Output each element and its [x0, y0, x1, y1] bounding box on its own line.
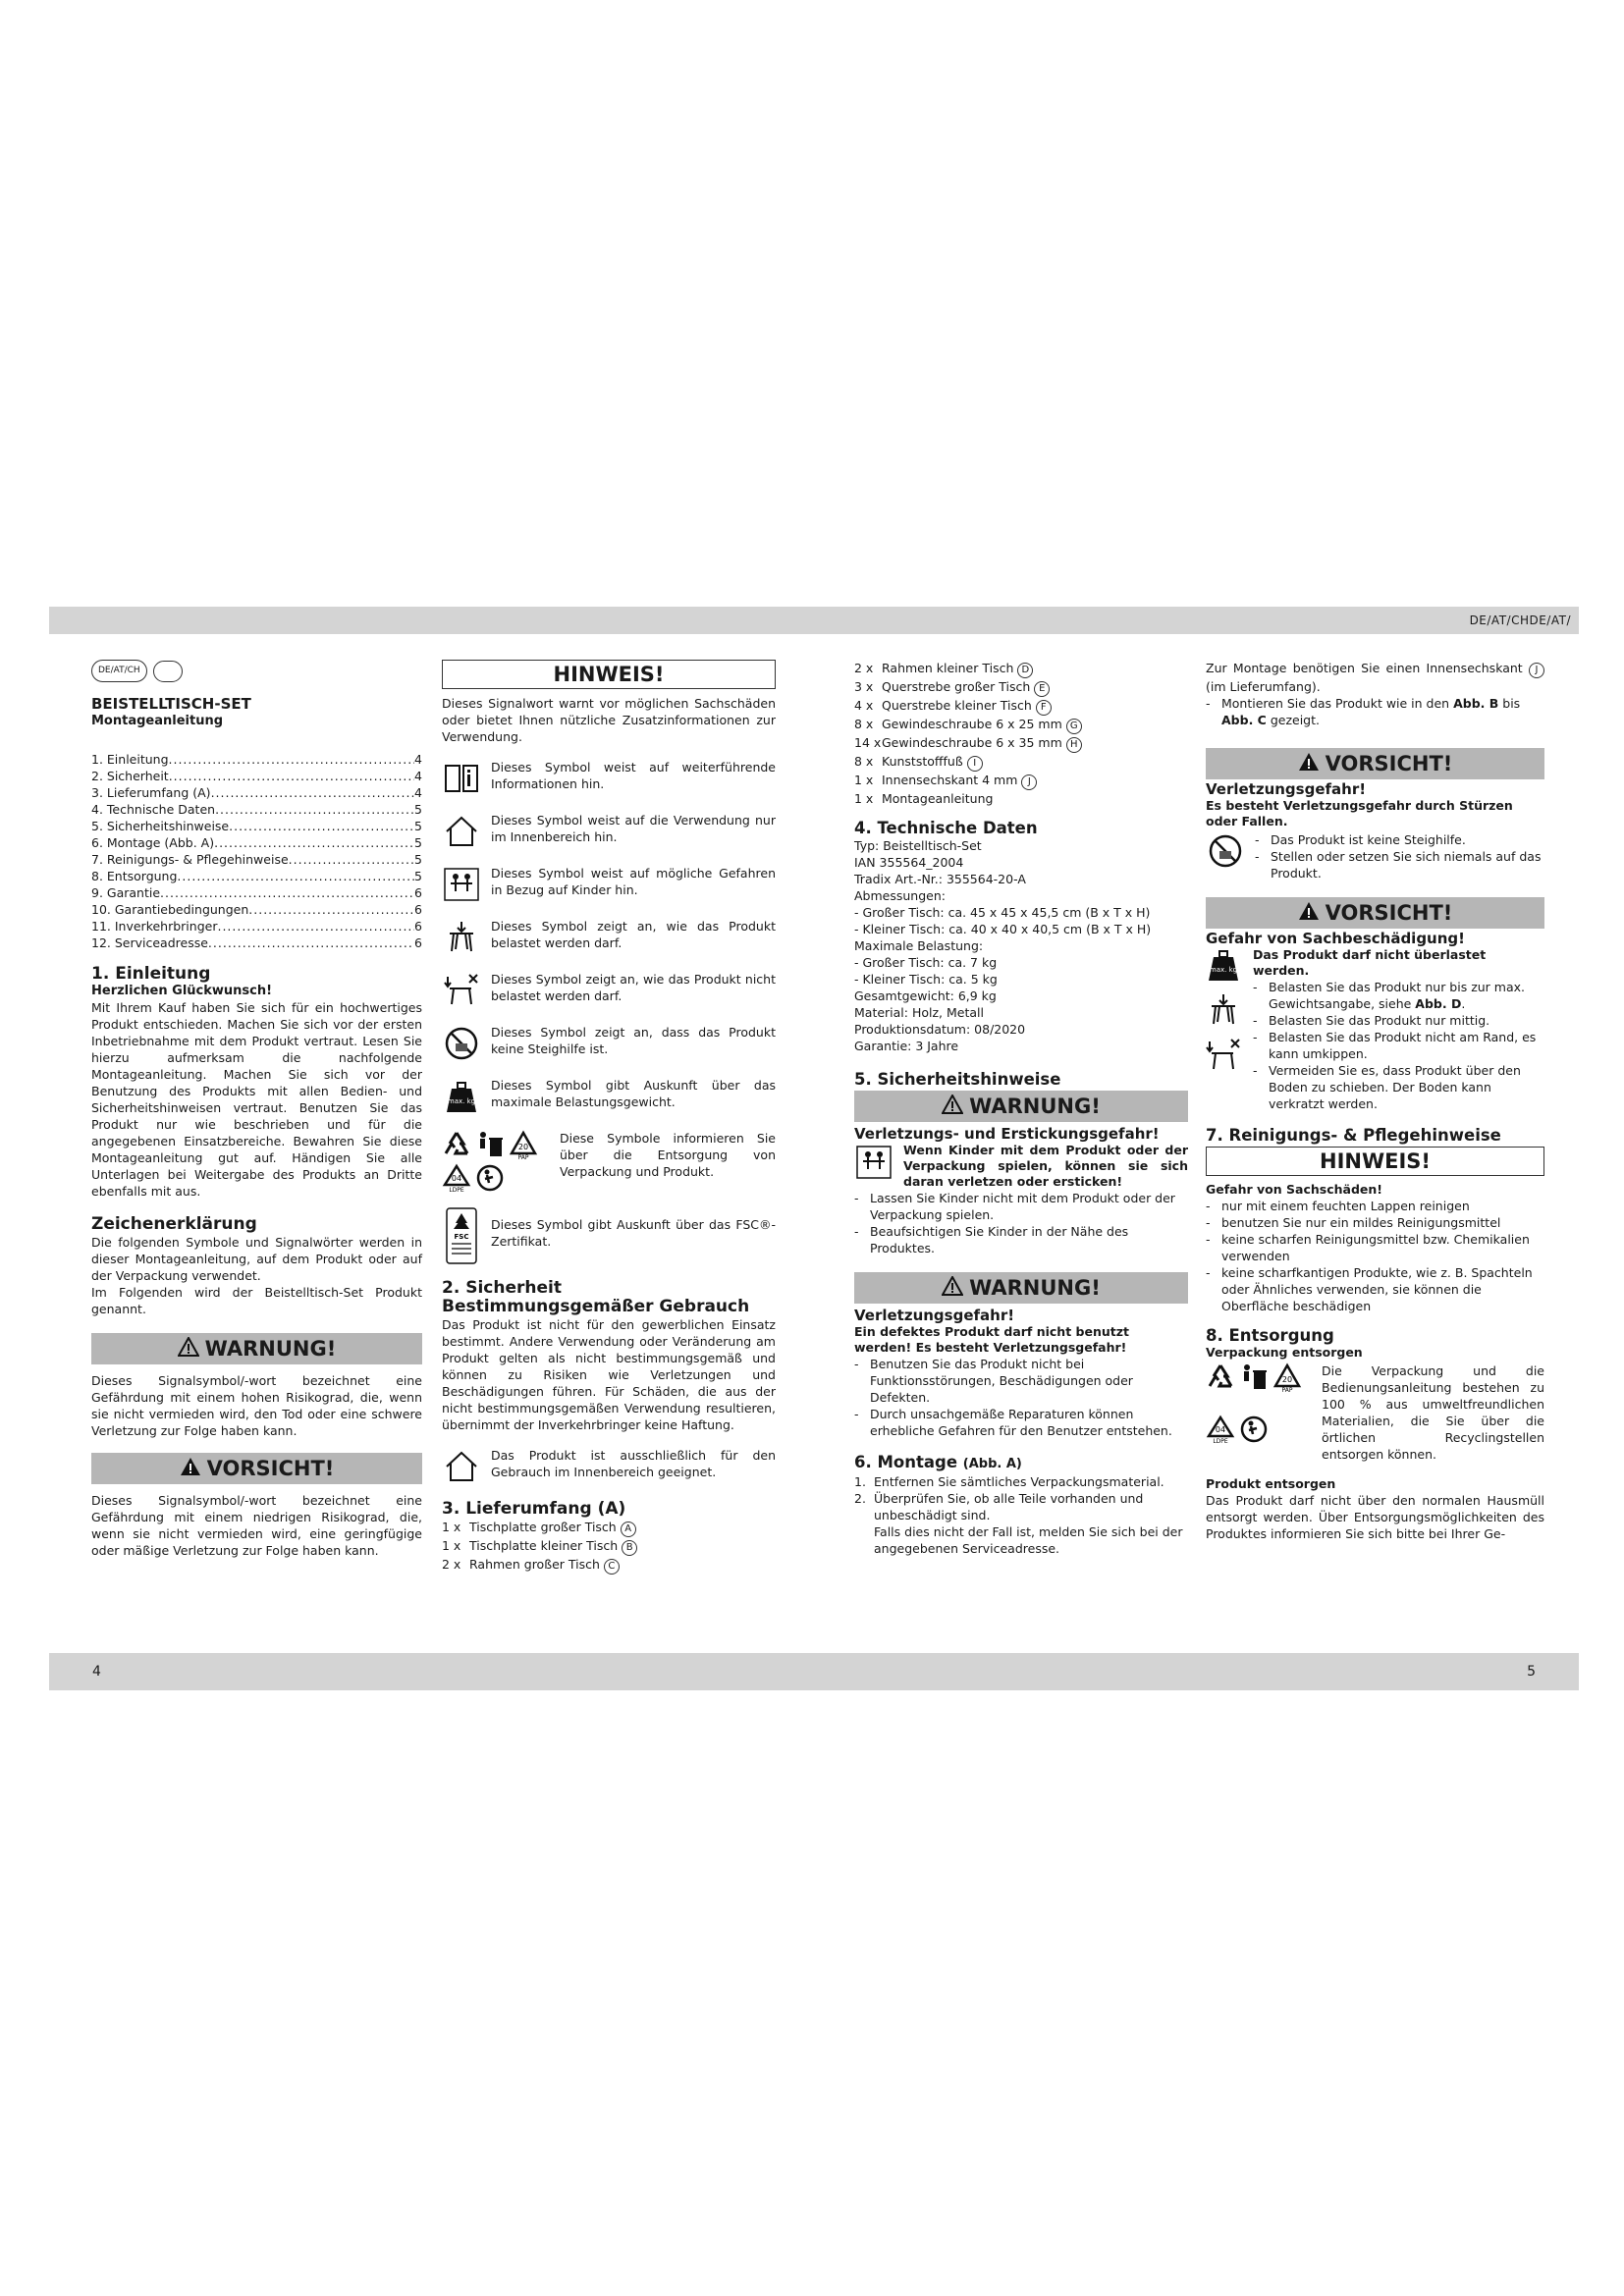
- house-icon: [442, 1447, 481, 1486]
- toc-page: 5: [414, 852, 422, 867]
- symbol-text: Dieses Symbol gibt Auskunft über das maximale Belastungsgewicht.: [491, 1078, 776, 1109]
- parts-list-1: [442, 1519, 776, 1575]
- list-item: - Lassen Sie Kinder nicht mit dem Produkt oder der Verpackung spielen.: [854, 1190, 1188, 1223]
- parts-item: [442, 1537, 776, 1556]
- toc-row: [91, 901, 422, 918]
- symbol-row: [442, 759, 776, 798]
- parts-letter: B: [622, 1540, 637, 1556]
- toc-label: 2. Sicherheit: [91, 769, 169, 783]
- warnung-1-bold: Wenn Kinder mit dem Produkt oder der Verpackung spielen, können sie sich daran verletzen oder ersticken!: [903, 1143, 1188, 1189]
- list-item: - Das Produkt ist keine Steighilfe.: [1255, 831, 1544, 848]
- tech-line: - Kleiner Tisch: ca. 40 x 40 x 40,5 cm (B x T x H): [854, 922, 1152, 936]
- toc-row: [91, 751, 422, 768]
- toc-label: 10. Garantiebedingungen: [91, 902, 249, 917]
- recycle-code-ldpe: LDPE: [449, 1187, 464, 1193]
- warnung-2-title: Verletzungsgefahr!: [854, 1307, 1015, 1324]
- entsorgung-row: [1206, 1362, 1544, 1463]
- svg-text:max. kg: max. kg: [447, 1097, 476, 1105]
- parts-name: Kunststofffuß: [882, 754, 963, 769]
- country-badge: DE/AT/CH: [91, 660, 147, 682]
- house-icon: [442, 812, 481, 851]
- fsc-icon: [442, 1206, 481, 1265]
- vorsicht-2-icons: [1206, 947, 1245, 1112]
- montage-step: [854, 1473, 1188, 1490]
- warning-triangle-icon: [180, 1454, 201, 1485]
- toc-row: [91, 768, 422, 784]
- vorsicht-2-title: Gefahr von Sachbeschädigung!: [1206, 930, 1465, 947]
- tech-line: IAN 355564_2004: [854, 855, 964, 870]
- section-1-title: 1. Einleitung: [91, 964, 211, 984]
- tech-line: Material: Holz, Metall: [854, 1005, 984, 1020]
- trash-person-icon: [475, 1130, 505, 1159]
- symbol-row: [442, 865, 776, 904]
- parts-qty: 4 x: [854, 698, 874, 713]
- toc-label: 11. Inverkehrbringer: [91, 919, 218, 934]
- parts-qty: 1 x: [442, 1538, 461, 1553]
- vorsicht-1-list: [1255, 831, 1544, 881]
- pap-recycling-icon: [1272, 1362, 1302, 1392]
- parts-qty: 2 x: [854, 661, 874, 675]
- toc-label: 7. Reinigungs- & Pflegehinweise: [91, 852, 289, 867]
- svg-text:max. kg: max. kg: [1209, 966, 1238, 974]
- warning-triangle-icon: [942, 1273, 963, 1305]
- montage-steps: [854, 1473, 1188, 1523]
- toc-row: [91, 801, 422, 818]
- list-item: - keine scharfkantigen Produkte, wie z. B. Spachteln oder Ähnliches verwenden, sie können die Oberfläche beschädigen: [1206, 1264, 1544, 1314]
- parts-letter: H: [1066, 737, 1082, 753]
- language-codes: DE/AT/CHDE/AT/: [1469, 614, 1571, 627]
- toc-row: [91, 884, 422, 901]
- parts-item: [854, 734, 1188, 753]
- header-bar: [49, 607, 1579, 634]
- step-text: Entfernen Sie sämtliches Verpackungsmaterial.: [874, 1474, 1164, 1489]
- parts-letter: G: [1066, 719, 1082, 734]
- list-item: - Durch unsachgemäße Reparaturen können erhebliche Gefahren für den Benutzer entstehen.: [854, 1406, 1188, 1439]
- produkt-text: Das Produkt darf nicht über den normalen Hausmüll entsorgt werden. Über Entsorgungsmöglichkeiten des Produktes informieren Sie sich bitte bei Ihrer Ge-: [1206, 1493, 1544, 1541]
- warnung-banner-label: WARNUNG!: [204, 1337, 337, 1361]
- toc-label: 6. Montage (Abb. A): [91, 835, 215, 850]
- symbol-text: Dieses Symbol zeigt an, wie das Produkt nicht belastet werden darf.: [491, 972, 776, 1003]
- symbol-text: Dieses Symbol weist auf mögliche Gefahren in Bezug auf Kinder hin.: [491, 866, 776, 897]
- recycle-text: Diese Symbole informieren Sie über die Entsorgung von Verpackung und Produkt.: [560, 1131, 776, 1179]
- toc-page: 4: [414, 752, 422, 767]
- warning-triangle-icon: [178, 1334, 199, 1365]
- list-item: - Benutzen Sie das Produkt nicht bei Funktionsstörungen, Beschädigungen oder Defekten.: [854, 1356, 1188, 1406]
- vorsicht-1-row: [1206, 831, 1544, 881]
- montage-extra: Falls dies nicht der Fall ist, melden Sie sich bei der angegebenen Serviceadresse.: [874, 1524, 1183, 1556]
- fsc-text: Dieses Symbol gibt Auskunft über das FSC®-Zertifikat.: [491, 1217, 776, 1249]
- toc-page: 5: [414, 869, 422, 883]
- toc-page: 6: [414, 919, 422, 934]
- pap-recycling-icon: [509, 1130, 538, 1159]
- list-item: - keine scharfen Reinigungsmittel bzw. Chemikalien verwenden: [1206, 1231, 1544, 1264]
- parts-name: Tischplatte kleiner Tisch: [469, 1538, 619, 1553]
- parts-item: [854, 660, 1188, 678]
- svg-text:PAP: PAP: [1281, 1387, 1293, 1392]
- load-check-icon: [442, 918, 481, 957]
- parts-letter: A: [621, 1522, 636, 1537]
- section-3-title: 3. Lieferumfang (A): [442, 1499, 626, 1519]
- toc-label: 9. Garantie: [91, 885, 161, 900]
- parts-name: Rahmen kleiner Tisch: [882, 661, 1014, 675]
- parts-qty: 8 x: [854, 717, 874, 731]
- parts-name: Rahmen großer Tisch: [469, 1557, 600, 1572]
- hinweis-banner: HINWEIS!: [442, 660, 776, 689]
- zeichen-text-1: Die folgenden Symbole und Signalwörter werden in dieser Montageanleitung, auf dem Produkt oder auf der Verpackung verwendet.: [91, 1235, 422, 1283]
- symbol-row: [442, 1024, 776, 1063]
- parts-qty: 1 x: [442, 1520, 461, 1534]
- parts-name: Innensechskant 4 mm: [882, 773, 1018, 787]
- vorsicht-1-title: Verletzungsgefahr!: [1206, 780, 1367, 798]
- no-step-icon: [442, 1024, 481, 1063]
- symbol-text: Dieses Symbol zeigt an, wie das Produkt belastet werden darf.: [491, 919, 776, 950]
- toc-page: 5: [414, 819, 422, 833]
- warnung-1-row: [854, 1143, 1188, 1190]
- weight-icon: [1206, 947, 1241, 983]
- vorsicht-2-list-rest: [1253, 1012, 1544, 1112]
- tech-data-list: [854, 837, 1188, 1054]
- parts-letter: I: [967, 756, 983, 772]
- no-load-icon: [1206, 1038, 1241, 1073]
- toc-dots: [211, 784, 414, 801]
- toc-dots: [208, 934, 414, 951]
- toc-row: [91, 784, 422, 801]
- section-5-title: 5. Sicherheitshinweise: [854, 1070, 1061, 1089]
- load-check-icon: [1206, 992, 1241, 1028]
- recycle-icon: [442, 1130, 471, 1159]
- toc-label: 3. Lieferumfang (A): [91, 785, 211, 800]
- footer-bar: [49, 1653, 1579, 1690]
- column-1: [91, 660, 422, 1559]
- toc-dots: [217, 918, 414, 934]
- parts-name: Tischplatte großer Tisch: [469, 1520, 617, 1534]
- toc-row: [91, 818, 422, 834]
- toc-dots: [289, 851, 414, 868]
- parts-item: [442, 1519, 776, 1537]
- vorsicht-2-list: [1253, 979, 1544, 1012]
- toc-page: 4: [414, 785, 422, 800]
- produkt-title: Produkt entsorgen: [1206, 1476, 1336, 1491]
- vorsicht-2-banner: [1206, 897, 1544, 929]
- warnung-1-list: [854, 1190, 1188, 1256]
- parts-name: Querstrebe kleiner Tisch: [882, 698, 1032, 713]
- toc-row: [91, 851, 422, 868]
- toc-row: [91, 934, 422, 951]
- list-item: - Belasten Sie das Produkt nicht am Rand, es kann umkippen.: [1253, 1029, 1544, 1062]
- tech-line: Garantie: 3 Jahre: [854, 1039, 959, 1053]
- tech-line: Maximale Belastung:: [854, 938, 984, 953]
- svg-text:20: 20: [1281, 1375, 1293, 1384]
- montage-bullet: [1206, 695, 1544, 728]
- symbol-text: Dieses Symbol weist auf die Verwendung nur im Innenbereich hin.: [491, 813, 776, 844]
- parts-letter: D: [1017, 663, 1033, 678]
- parts-qty: 8 x: [854, 754, 874, 769]
- parts-item: [854, 716, 1188, 734]
- list-item: - Belasten Sie das Produkt nur mittig.: [1253, 1012, 1544, 1029]
- weight-icon: [442, 1077, 481, 1116]
- toc-label: 4. Technische Daten: [91, 802, 216, 817]
- warnung-2-bold: Ein defektes Produkt darf nicht benutzt werden! Es besteht Verletzungsgefahr!: [854, 1324, 1129, 1355]
- list-item: - Beaufsichtigen Sie Kinder in der Nähe des Produktes.: [854, 1223, 1188, 1256]
- warning-triangle-icon: [942, 1092, 963, 1123]
- parts-qty: 1 x: [854, 791, 874, 806]
- toc-dots: [229, 818, 414, 834]
- country-badge-group: [91, 660, 422, 682]
- parts-name: Querstrebe großer Tisch: [882, 679, 1031, 694]
- parts-letter: C: [604, 1559, 620, 1575]
- parts-letter: F: [1036, 700, 1052, 716]
- section-8-text: Die Verpackung und die Bedienungsanleitung bestehen zu 100 % aus umweltfreundlichen Materialien, die Sie über die örtlichen Recyclingstellen entsorgen können.: [1322, 1363, 1544, 1462]
- warnung-1-banner: [854, 1091, 1188, 1122]
- section-4-title: 4. Technische Daten: [854, 819, 1038, 837]
- entsorgung-icons: [1206, 1362, 1314, 1463]
- svg-text:04: 04: [1215, 1425, 1226, 1434]
- vorsicht-banner: [91, 1453, 422, 1484]
- page-number-left: 4: [92, 1664, 101, 1680]
- toc-page: 6: [414, 902, 422, 917]
- vorsicht-1-bold: Es besteht Verletzungsgefahr durch Stürzen oder Fallen.: [1206, 798, 1513, 828]
- symbol-row: [442, 971, 776, 1010]
- page-number-right: 5: [1527, 1664, 1536, 1680]
- toc-dots: [169, 768, 414, 784]
- recycle-icons: [442, 1130, 550, 1193]
- tech-line: - Kleiner Tisch: ca. 5 kg: [854, 972, 998, 987]
- recycle-code-04: 04: [451, 1174, 462, 1183]
- vorsicht-text: Dieses Signalsymbol/-wort bezeichnet eine Gefährdung mit einem niedrigen Risikograd, die, wenn sie nicht vermieden wird, eine geringfügige oder mäßige Verletzung zur Folge haben kann.: [91, 1493, 422, 1558]
- children-icon: [442, 865, 481, 904]
- warning-triangle-icon: [1298, 749, 1320, 780]
- vorsicht-2-body: [1206, 947, 1544, 1112]
- montage-step: [854, 1490, 1188, 1523]
- info-book-icon: [442, 759, 481, 798]
- vorsicht-2-content: [1253, 947, 1544, 1112]
- trash-person-icon: [1239, 1362, 1269, 1392]
- parts-qty: 2 x: [442, 1557, 461, 1572]
- list-item: - benutzen Sie nur ein mildes Reinigungsmittel: [1206, 1214, 1544, 1231]
- warnung-2-banner: [854, 1272, 1188, 1304]
- toc-label: 12. Serviceadresse: [91, 935, 208, 950]
- hinweis-2-banner: HINWEIS!: [1206, 1147, 1544, 1176]
- warnung-2-label: WARNUNG!: [969, 1276, 1101, 1300]
- symbol-list: [442, 759, 776, 1116]
- hinweis-2-title: Gefahr von Sachschäden!: [1206, 1182, 1382, 1197]
- symbol-row: [442, 918, 776, 957]
- list-item: - nur mit einem feuchten Lappen reinigen: [1206, 1198, 1544, 1214]
- vorsicht-2-bold: Das Produkt darf nicht überlastet werden.: [1253, 947, 1487, 978]
- document-title: BEISTELLTISCH-SET: [91, 695, 251, 713]
- vorsicht-1-banner: [1206, 748, 1544, 779]
- step-number: 1.: [854, 1474, 866, 1489]
- fsc-symbol-row: [442, 1206, 776, 1265]
- parts-letter: J: [1021, 774, 1037, 790]
- ldpe-recycling-icon: [1206, 1415, 1235, 1444]
- tech-line: Gesamtgewicht: 6,9 kg: [854, 988, 997, 1003]
- section-8-subtitle: Verpackung entsorgen: [1206, 1345, 1363, 1360]
- tech-line: Produktionsdatum: 08/2020: [854, 1022, 1026, 1037]
- list-item: - Stellen oder setzen Sie sich niemals auf das Produkt.: [1255, 848, 1544, 881]
- ldpe-recycling-icon: [442, 1163, 471, 1193]
- parts-qty: 1 x: [854, 773, 874, 787]
- blank-oval-icon: [153, 661, 183, 682]
- hinweis-text: Dieses Signalwort warnt vor möglichen Sachschäden oder bietet Ihnen nützliche Zusatzinformationen zur Verwendung.: [442, 696, 776, 744]
- montage-bullet-item: - Montieren Sie das Produkt wie in den Abb. B bis Abb. C gezeigt.: [1206, 695, 1544, 728]
- symbol-row: [442, 1077, 776, 1116]
- section-1-subtitle: Herzlichen Glückwunsch!: [91, 984, 273, 998]
- parts-item: [854, 772, 1188, 790]
- toc-dots: [177, 868, 414, 884]
- toc-dots: [169, 751, 415, 768]
- document-subtitle: Montageanleitung: [91, 714, 224, 728]
- vorsicht-2-label: VORSICHT!: [1325, 901, 1453, 925]
- parts-name: Gewindeschraube 6 x 25 mm: [882, 717, 1062, 731]
- section-2-text: Das Produkt ist nicht für den gewerblichen Einsatz bestimmt. Andere Verwendung oder Veränderung am Produkt gelten als nicht bestimmungsgemäß und können zu Risiken wie Verletzungen und Beschädigungen führen. Für Schäden, die aus der nicht bestimmungsgemäßen Verwendung resultieren, übernimmt der Inverkehrbringer keine Haftung.: [442, 1317, 776, 1432]
- toc-dots: [160, 884, 414, 901]
- tech-line: Tradix Art.-Nr.: 355564-20-A: [854, 872, 1026, 886]
- section-1-text: Mit Ihrem Kauf haben Sie sich für ein hochwertiges Produkt entschieden. Machen Sie sich vor der ersten Inbetriebnahme mit dem Produkt vertraut. Lesen Sie hierzu aufmerksam die nachfolgende Montageanleitung. Machen Sie sich vor der Benutzung des Produkts mit allen Bedien- und Sicherheitshinweisen vertraut. Benutzen Sie das Produkt nur wie beschrieben und für die angegebenen Einsatzbereiche. Bewahren Sie diese Montageanleitung gut auf. Händigen Sie alle Unterlagen bei Weitergabe des Produkts an Dritte ebenfalls mit aus.: [91, 1000, 422, 1199]
- column-2: [442, 660, 776, 1575]
- recycle-symbol-row: [442, 1130, 776, 1193]
- parts-qty: 3 x: [854, 679, 874, 694]
- step-text: Überprüfen Sie, ob alle Teile vorhanden und unbeschädigt sind.: [874, 1491, 1144, 1522]
- vorsicht-1-label: VORSICHT!: [1325, 752, 1453, 775]
- toc-dots: [215, 801, 414, 818]
- toc-page: 6: [414, 935, 422, 950]
- tech-line: - Großer Tisch: ca. 45 x 45 x 45,5 cm (B x T x H): [854, 905, 1151, 920]
- warnung-2-list: [854, 1356, 1188, 1439]
- toc-page: 4: [414, 769, 422, 783]
- tidyman-icon: [475, 1163, 505, 1193]
- toc-page: 6: [414, 885, 422, 900]
- zeichen-text-2: Im Folgenden wird der Beistelltisch-Set Produkt genannt.: [91, 1285, 422, 1316]
- parts-list-2: [854, 660, 1188, 807]
- toc-page: 5: [414, 802, 422, 817]
- pflege-list: [1206, 1198, 1544, 1314]
- toc-row: [91, 868, 422, 884]
- vorsicht-2-item: - Belasten Sie das Produkt nur bis zur max. Gewichtsangabe, siehe Abb. D.: [1253, 979, 1544, 1012]
- no-step-icon: [1206, 831, 1245, 871]
- symbol-row: [442, 812, 776, 851]
- no-load-icon: [442, 971, 481, 1010]
- recycle-icon: [1206, 1362, 1235, 1392]
- tech-line: - Großer Tisch: ca. 7 kg: [854, 955, 998, 970]
- tech-line: Abmessungen:: [854, 888, 946, 903]
- parts-qty: 14 x: [854, 735, 882, 750]
- parts-item: [854, 790, 1188, 807]
- recycle-code-20: 20: [517, 1143, 529, 1151]
- parts-item: [854, 753, 1188, 772]
- column-3: [854, 660, 1188, 1557]
- parts-name: Montageanleitung: [882, 791, 994, 806]
- warnung-1-title: Verletzungs- und Erstickungsgefahr!: [854, 1125, 1160, 1143]
- svg-text:LDPE: LDPE: [1213, 1438, 1228, 1444]
- toc-dots: [248, 901, 414, 918]
- montage-intro: Zur Montage benötigen Sie einen Innensechskant J (im Lieferumfang).: [1206, 660, 1544, 695]
- parts-item: [854, 678, 1188, 697]
- toc-label: 1. Einleitung: [91, 752, 169, 767]
- indoor-text: Das Produkt ist ausschließlich für den Gebrauch im Innenbereich geeignet.: [491, 1448, 776, 1479]
- section-6-title: 6. Montage (Abb. A): [854, 1453, 1022, 1471]
- toc-row: [91, 918, 422, 934]
- toc-row: [91, 834, 422, 851]
- section-2-subtitle: Bestimmungsgemäßer Gebrauch: [442, 1297, 750, 1316]
- parts-name: Gewindeschraube 6 x 35 mm: [882, 735, 1062, 750]
- toc-label: 8. Entsorgung: [91, 869, 178, 883]
- parts-item: [854, 697, 1188, 716]
- symbol-text: Dieses Symbol zeigt an, dass das Produkt keine Steighilfe ist.: [491, 1025, 776, 1056]
- svg-text:FSC: FSC: [454, 1233, 469, 1241]
- section-8-title: 8. Entsorgung: [1206, 1326, 1334, 1345]
- column-4: [1206, 660, 1544, 1542]
- section-7-title: 7. Reinigungs- & Pflegehinweise: [1206, 1126, 1501, 1145]
- zeichen-title: Zeichenerklärung: [91, 1214, 257, 1234]
- warnung-1-label: WARNUNG!: [969, 1095, 1101, 1118]
- toc-dots: [214, 834, 414, 851]
- symbol-text: Dieses Symbol weist auf weiterführende Informationen hin.: [491, 760, 776, 791]
- recycle-code-pap: PAP: [517, 1154, 529, 1159]
- list-item: - Vermeiden Sie es, dass Produkt über den Boden zu schieben. Der Boden kann verkratzt werden.: [1253, 1062, 1544, 1112]
- warnung-text: Dieses Signalsymbol/-wort bezeichnet eine Gefährdung mit einem hohen Risikograd, die, wenn sie nicht vermieden wird, den Tod oder eine schwere Verletzung zur Folge haben kann.: [91, 1373, 422, 1438]
- vorsicht-banner-label: VORSICHT!: [206, 1457, 335, 1480]
- section-2-title: 2. Sicherheit: [442, 1278, 562, 1298]
- warning-triangle-icon: [1298, 898, 1320, 930]
- toc-label: 5. Sicherheitshinweise: [91, 819, 230, 833]
- warnung-banner: [91, 1333, 422, 1364]
- parts-letter: E: [1034, 681, 1050, 697]
- toc-page: 5: [414, 835, 422, 850]
- indoor-symbol-row: [442, 1447, 776, 1486]
- children-icon: [854, 1143, 893, 1182]
- step-number: 2.: [854, 1491, 866, 1506]
- tech-line: Typ: Beistelltisch-Set: [854, 838, 982, 853]
- tidyman-icon: [1239, 1415, 1269, 1444]
- parts-item: [442, 1556, 776, 1575]
- table-of-contents: [91, 751, 422, 951]
